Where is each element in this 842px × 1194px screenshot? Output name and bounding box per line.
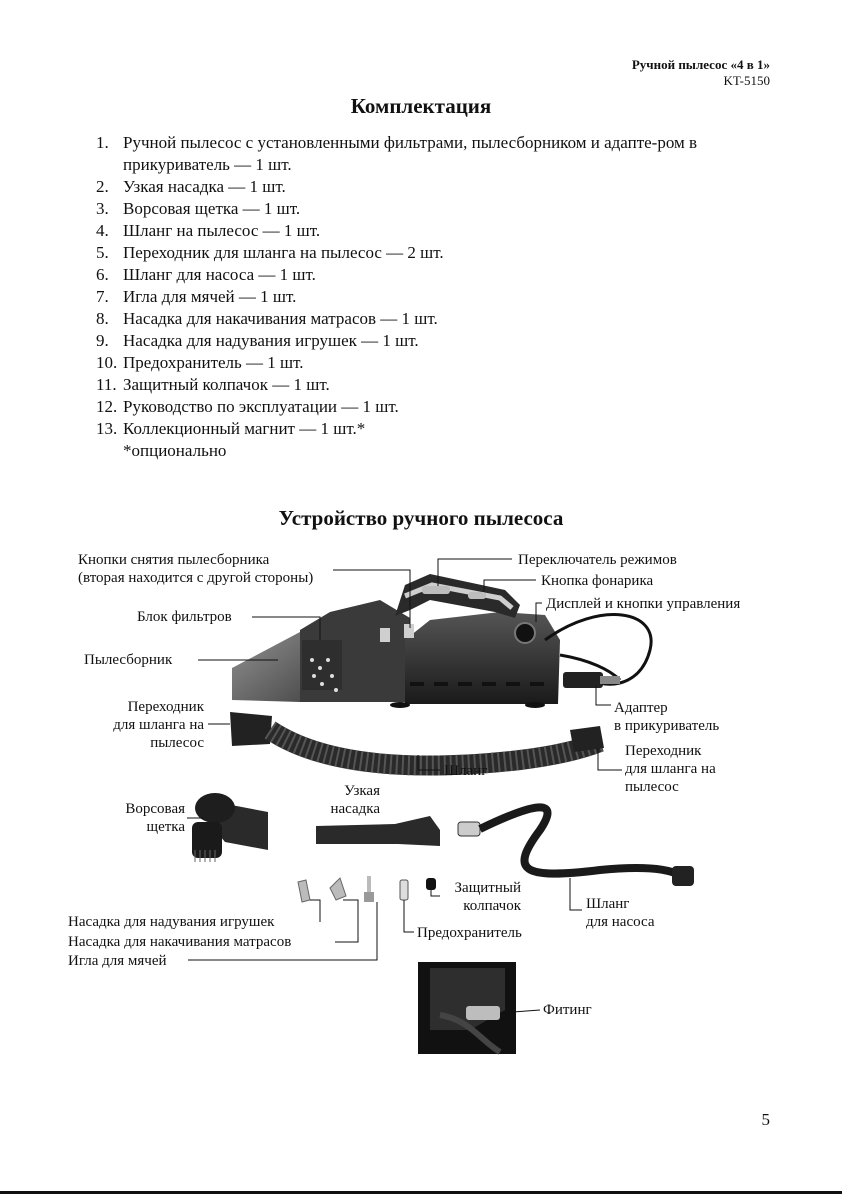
hose-illustration: [230, 712, 604, 766]
label-pump-hose: Шланг для насоса: [586, 896, 655, 930]
label-protective-cap: Защитный колпачок: [454, 880, 521, 914]
label-display-controls: Дисплей и кнопки управления: [546, 596, 741, 612]
fitting-inset-illustration: [418, 962, 516, 1054]
page-number: 5: [761, 1110, 770, 1129]
label-release-buttons-note: (вторая находится с другой стороны): [78, 570, 314, 586]
label-brush: Ворсовая щетка: [125, 801, 185, 835]
list-item: 7. Игла для мячей — 1 шт.: [96, 287, 297, 306]
label-filter-block: Блок фильтров: [137, 609, 232, 625]
label-hose-adapter-left: Переходник для шланга на пылесос: [113, 699, 204, 751]
list-item: 10. Предохранитель — 1 шт.: [96, 353, 304, 372]
label-narrow-nozzle: Узкая насадка: [330, 783, 380, 817]
list-item: 13. Коллекционный магнит — 1 шт.*: [96, 419, 366, 438]
running-header-title: Ручной пылесос «4 в 1»: [631, 57, 770, 72]
list-item: 12. Руководство по эксплуатации — 1 шт.: [96, 397, 399, 416]
list-item: 2. Узкая насадка — 1 шт.: [96, 177, 286, 196]
list-item: 9. Насадка для надувания игрушек — 1 шт.: [96, 331, 419, 350]
list-item: 4. Шланг на пылесос — 1 шт.: [96, 221, 321, 240]
running-header-model: KT-5150: [723, 73, 770, 88]
label-hose-adapter-right: Переходник для шланга на пылесос: [625, 743, 716, 795]
list-item: 1. Ручной пылесос с установленными фильтрами, пылесборником и адапте-ром в прикуриватель — 1 шт.: [96, 133, 698, 174]
narrow-nozzle-illustration: [316, 816, 440, 846]
label-mattress-nozzle: Насадка для накачивания матрасов: [68, 934, 292, 950]
list-item: 5. Переходник для шланга на пылесос — 2 шт.: [96, 243, 444, 262]
optional-note: *опционально: [123, 441, 227, 460]
label-flashlight-button: Кнопка фонарика: [541, 573, 654, 589]
label-car-adapter: Адаптер в прикуриватель: [614, 700, 720, 734]
label-toy-nozzle: Насадка для надувания игрушек: [68, 914, 275, 930]
list-item: 11. Защитный колпачок — 1 шт.: [96, 375, 330, 394]
section-title-device: Устройство ручного пылесоса: [278, 506, 564, 530]
section-title-contents: Комплектация: [350, 94, 492, 118]
pump-hose-illustration: [458, 807, 694, 886]
label-fitting: Фитинг: [543, 1002, 592, 1018]
label-ball-needle: Игла для мячей: [68, 953, 167, 969]
label-mode-switch: Переключатель режимов: [518, 552, 677, 568]
label-dust-container: Пылесборник: [84, 652, 173, 668]
list-item: 6. Шланг для насоса — 1 шт.: [96, 265, 316, 284]
label-hose: Шланг: [444, 763, 488, 779]
list-item: 3. Ворсовая щетка — 1 шт.: [96, 199, 301, 218]
label-release-buttons: Кнопки снятия пылесборника: [78, 552, 270, 568]
label-fuse: Предохранитель: [417, 925, 522, 941]
accessories-illustration: [298, 876, 436, 902]
brush-illustration: [192, 793, 268, 862]
list-item: 8. Насадка для накачивания матрасов — 1 шт.: [96, 309, 438, 328]
